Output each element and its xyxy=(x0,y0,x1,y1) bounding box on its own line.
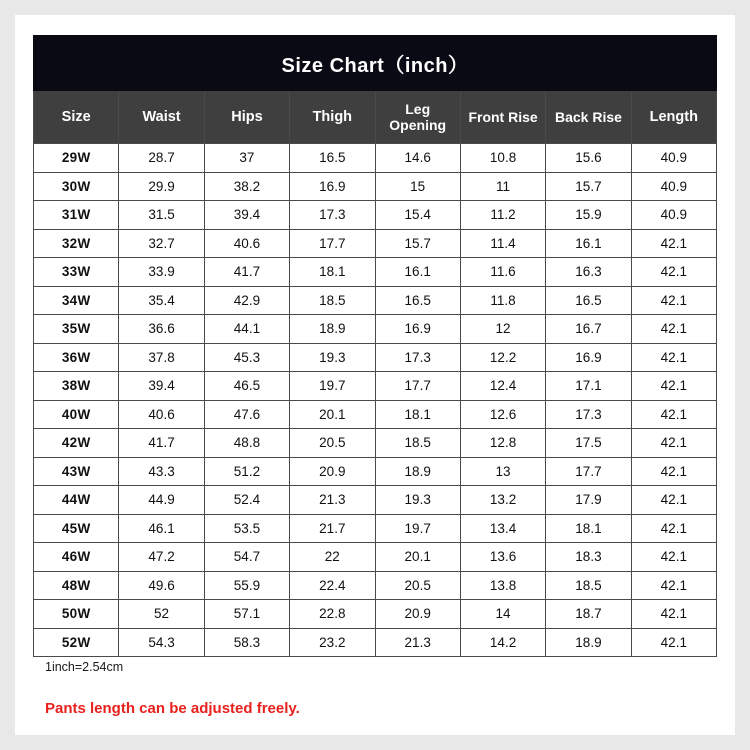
column-header-front-rise: Front Rise xyxy=(460,91,545,144)
measurement-cell: 13.4 xyxy=(460,514,545,543)
measurement-cell: 12.6 xyxy=(460,400,545,429)
measurement-cell: 12.8 xyxy=(460,429,545,458)
measurement-cell: 16.5 xyxy=(375,286,460,315)
table-row xyxy=(34,172,717,201)
measurement-cell: 21.3 xyxy=(290,486,375,515)
measurement-cell: 17.7 xyxy=(546,457,631,486)
measurement-cell: 13.2 xyxy=(460,486,545,515)
measurement-cell: 42.1 xyxy=(631,229,716,258)
table-body xyxy=(34,144,717,657)
table-row xyxy=(34,343,717,372)
measurement-cell: 40.6 xyxy=(119,400,204,429)
measurement-cell: 17.3 xyxy=(546,400,631,429)
measurement-cell: 42.1 xyxy=(631,343,716,372)
table-header-row xyxy=(34,91,717,144)
measurement-cell: 40.6 xyxy=(204,229,289,258)
measurement-cell: 43.3 xyxy=(119,457,204,486)
measurement-cell: 12.4 xyxy=(460,372,545,401)
measurement-cell: 18.9 xyxy=(546,628,631,657)
measurement-cell: 11 xyxy=(460,172,545,201)
table-row xyxy=(34,429,717,458)
measurement-cell: 20.5 xyxy=(375,571,460,600)
measurement-cell: 35.4 xyxy=(119,286,204,315)
size-cell: 33W xyxy=(34,258,119,287)
table-row xyxy=(34,600,717,629)
measurement-cell: 37 xyxy=(204,144,289,173)
size-chart-container xyxy=(33,35,717,657)
measurement-cell: 47.2 xyxy=(119,543,204,572)
measurement-cell: 48.8 xyxy=(204,429,289,458)
table-head xyxy=(34,36,717,144)
table-row xyxy=(34,286,717,315)
measurement-cell: 28.7 xyxy=(119,144,204,173)
table-row xyxy=(34,144,717,173)
measurement-cell: 20.9 xyxy=(290,457,375,486)
measurement-cell: 54.3 xyxy=(119,628,204,657)
table-row xyxy=(34,400,717,429)
column-header-hips: Hips xyxy=(204,91,289,144)
measurement-cell: 12.2 xyxy=(460,343,545,372)
measurement-cell: 41.7 xyxy=(204,258,289,287)
measurement-cell: 16.9 xyxy=(375,315,460,344)
measurement-cell: 42.1 xyxy=(631,372,716,401)
measurement-cell: 17.7 xyxy=(290,229,375,258)
measurement-cell: 15.4 xyxy=(375,201,460,230)
measurement-cell: 18.5 xyxy=(290,286,375,315)
measurement-cell: 15.7 xyxy=(546,172,631,201)
measurement-cell: 18.5 xyxy=(375,429,460,458)
size-cell: 42W xyxy=(34,429,119,458)
measurement-cell: 40.9 xyxy=(631,172,716,201)
measurement-cell: 42.1 xyxy=(631,628,716,657)
table-row xyxy=(34,201,717,230)
measurement-cell: 17.5 xyxy=(546,429,631,458)
measurement-cell: 13.6 xyxy=(460,543,545,572)
table-row xyxy=(34,486,717,515)
measurement-cell: 37.8 xyxy=(119,343,204,372)
measurement-cell: 16.7 xyxy=(546,315,631,344)
measurement-cell: 15 xyxy=(375,172,460,201)
measurement-cell: 19.3 xyxy=(375,486,460,515)
measurement-cell: 16.3 xyxy=(546,258,631,287)
measurement-cell: 18.9 xyxy=(375,457,460,486)
measurement-cell: 17.3 xyxy=(290,201,375,230)
size-cell: 36W xyxy=(34,343,119,372)
measurement-cell: 29.9 xyxy=(119,172,204,201)
measurement-cell: 18.5 xyxy=(546,571,631,600)
measurement-cell: 18.3 xyxy=(546,543,631,572)
measurement-cell: 40.9 xyxy=(631,201,716,230)
measurement-cell: 55.9 xyxy=(204,571,289,600)
measurement-cell: 16.1 xyxy=(375,258,460,287)
conversion-note: 1inch=2.54cm xyxy=(45,660,124,674)
column-header-thigh: Thigh xyxy=(290,91,375,144)
measurement-cell: 10.8 xyxy=(460,144,545,173)
measurement-cell: 40.9 xyxy=(631,144,716,173)
measurement-cell: 11.6 xyxy=(460,258,545,287)
measurement-cell: 54.7 xyxy=(204,543,289,572)
measurement-cell: 20.9 xyxy=(375,600,460,629)
measurement-cell: 18.1 xyxy=(546,514,631,543)
measurement-cell: 42.1 xyxy=(631,514,716,543)
measurement-cell: 42.1 xyxy=(631,571,716,600)
size-cell: 34W xyxy=(34,286,119,315)
measurement-cell: 31.5 xyxy=(119,201,204,230)
measurement-cell: 22 xyxy=(290,543,375,572)
measurement-cell: 11.2 xyxy=(460,201,545,230)
table-row xyxy=(34,628,717,657)
column-header-length: Length xyxy=(631,91,716,144)
measurement-cell: 18.1 xyxy=(375,400,460,429)
measurement-cell: 44.9 xyxy=(119,486,204,515)
table-row xyxy=(34,543,717,572)
table-row xyxy=(34,258,717,287)
measurement-cell: 32.7 xyxy=(119,229,204,258)
measurement-cell: 14 xyxy=(460,600,545,629)
measurement-cell: 42.1 xyxy=(631,258,716,287)
size-cell: 40W xyxy=(34,400,119,429)
measurement-cell: 16.9 xyxy=(290,172,375,201)
size-cell: 44W xyxy=(34,486,119,515)
measurement-cell: 22.8 xyxy=(290,600,375,629)
measurement-cell: 14.2 xyxy=(460,628,545,657)
table-row xyxy=(34,571,717,600)
measurement-cell: 39.4 xyxy=(204,201,289,230)
size-cell: 31W xyxy=(34,201,119,230)
measurement-cell: 18.7 xyxy=(546,600,631,629)
measurement-cell: 52 xyxy=(119,600,204,629)
measurement-cell: 23.2 xyxy=(290,628,375,657)
measurement-cell: 16.5 xyxy=(290,144,375,173)
measurement-cell: 42.9 xyxy=(204,286,289,315)
measurement-cell: 12 xyxy=(460,315,545,344)
measurement-cell: 42.1 xyxy=(631,429,716,458)
size-cell: 38W xyxy=(34,372,119,401)
column-header-size: Size xyxy=(34,91,119,144)
measurement-cell: 11.8 xyxy=(460,286,545,315)
measurement-cell: 17.3 xyxy=(375,343,460,372)
measurement-cell: 53.5 xyxy=(204,514,289,543)
measurement-cell: 52.4 xyxy=(204,486,289,515)
table-row xyxy=(34,514,717,543)
measurement-cell: 19.3 xyxy=(290,343,375,372)
chart-title: Size Chart（inch） xyxy=(34,36,717,91)
size-chart-table xyxy=(33,35,717,657)
measurement-cell: 16.9 xyxy=(546,343,631,372)
column-header-leg-opening: Leg Opening xyxy=(375,91,460,144)
measurement-cell: 19.7 xyxy=(290,372,375,401)
measurement-cell: 46.1 xyxy=(119,514,204,543)
measurement-cell: 19.7 xyxy=(375,514,460,543)
measurement-cell: 15.9 xyxy=(546,201,631,230)
size-cell: 29W xyxy=(34,144,119,173)
size-cell: 48W xyxy=(34,571,119,600)
measurement-cell: 18.9 xyxy=(290,315,375,344)
measurement-cell: 41.7 xyxy=(119,429,204,458)
measurement-cell: 57.1 xyxy=(204,600,289,629)
table-row xyxy=(34,315,717,344)
measurement-cell: 13 xyxy=(460,457,545,486)
size-cell: 32W xyxy=(34,229,119,258)
measurement-cell: 20.5 xyxy=(290,429,375,458)
size-cell: 35W xyxy=(34,315,119,344)
table-row xyxy=(34,457,717,486)
measurement-cell: 15.6 xyxy=(546,144,631,173)
measurement-cell: 51.2 xyxy=(204,457,289,486)
measurement-cell: 20.1 xyxy=(375,543,460,572)
measurement-cell: 38.2 xyxy=(204,172,289,201)
measurement-cell: 17.9 xyxy=(546,486,631,515)
measurement-cell: 15.7 xyxy=(375,229,460,258)
measurement-cell: 44.1 xyxy=(204,315,289,344)
length-warning: Pants length can be adjusted freely. xyxy=(45,700,300,717)
measurement-cell: 17.1 xyxy=(546,372,631,401)
measurement-cell: 47.6 xyxy=(204,400,289,429)
measurement-cell: 17.7 xyxy=(375,372,460,401)
measurement-cell: 46.5 xyxy=(204,372,289,401)
measurement-cell: 42.1 xyxy=(631,315,716,344)
size-cell: 52W xyxy=(34,628,119,657)
measurement-cell: 22.4 xyxy=(290,571,375,600)
measurement-cell: 18.1 xyxy=(290,258,375,287)
measurement-cell: 16.1 xyxy=(546,229,631,258)
measurement-cell: 42.1 xyxy=(631,400,716,429)
measurement-cell: 11.4 xyxy=(460,229,545,258)
measurement-cell: 45.3 xyxy=(204,343,289,372)
table-row xyxy=(34,372,717,401)
column-header-back-rise: Back Rise xyxy=(546,91,631,144)
size-cell: 46W xyxy=(34,543,119,572)
size-cell: 50W xyxy=(34,600,119,629)
measurement-cell: 49.6 xyxy=(119,571,204,600)
size-cell: 30W xyxy=(34,172,119,201)
measurement-cell: 16.5 xyxy=(546,286,631,315)
measurement-cell: 21.3 xyxy=(375,628,460,657)
measurement-cell: 14.6 xyxy=(375,144,460,173)
measurement-cell: 20.1 xyxy=(290,400,375,429)
measurement-cell: 58.3 xyxy=(204,628,289,657)
table-row xyxy=(34,229,717,258)
measurement-cell: 21.7 xyxy=(290,514,375,543)
measurement-cell: 42.1 xyxy=(631,543,716,572)
measurement-cell: 39.4 xyxy=(119,372,204,401)
size-cell: 45W xyxy=(34,514,119,543)
measurement-cell: 42.1 xyxy=(631,486,716,515)
measurement-cell: 42.1 xyxy=(631,457,716,486)
measurement-cell: 42.1 xyxy=(631,286,716,315)
column-header-waist: Waist xyxy=(119,91,204,144)
measurement-cell: 42.1 xyxy=(631,600,716,629)
measurement-cell: 36.6 xyxy=(119,315,204,344)
size-cell: 43W xyxy=(34,457,119,486)
measurement-cell: 13.8 xyxy=(460,571,545,600)
size-chart-page xyxy=(15,15,735,735)
table-title-row xyxy=(34,36,717,91)
measurement-cell: 33.9 xyxy=(119,258,204,287)
